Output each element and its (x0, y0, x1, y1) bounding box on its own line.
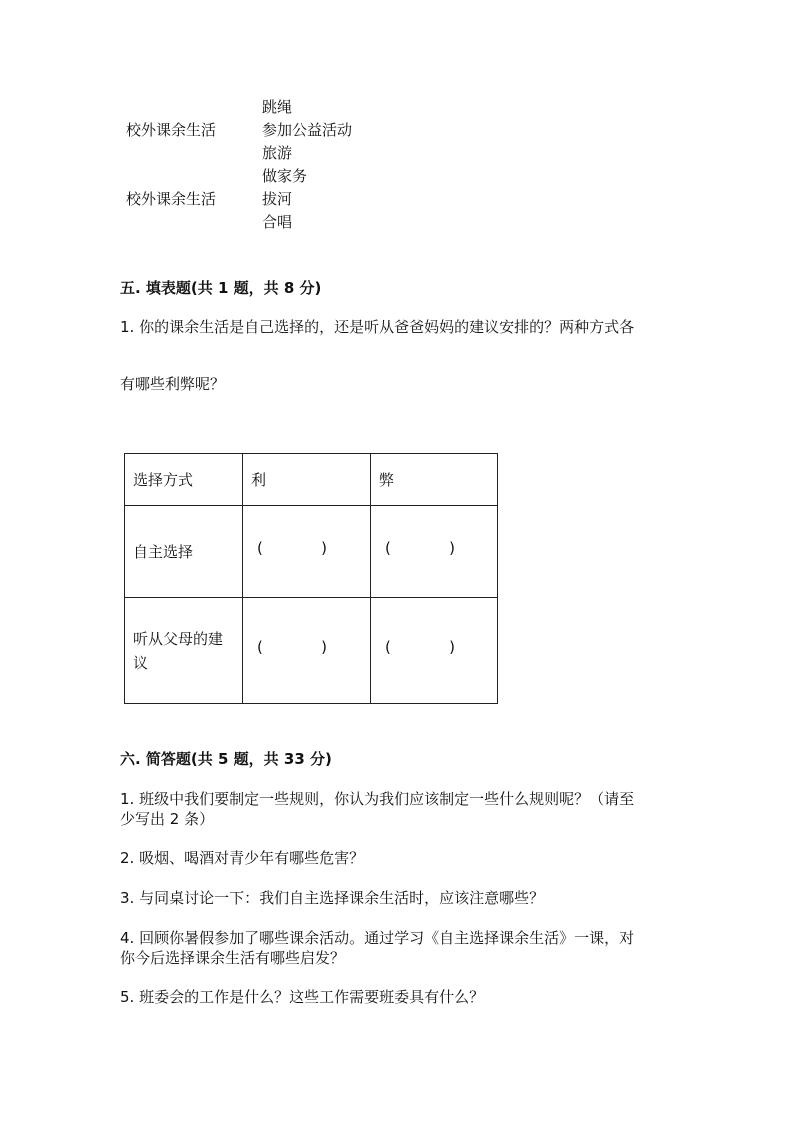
q1-line2: 少写出 2 条） (120, 810, 215, 828)
table-header-row (125, 454, 498, 506)
q5: 5. 班委会的工作是什么？这些工作需要班委具有什么？ (120, 988, 485, 1006)
q2: 2. 吸烟、喝酒对青少年有哪些危害？ (120, 849, 365, 867)
table-row (125, 506, 498, 598)
matching-right-3: 旅游 (262, 144, 293, 162)
q4-line2: 你今后选择课余生活有哪些启发？ (120, 949, 346, 967)
table-header-pro: 利 (243, 454, 371, 506)
section5-heading: 五. 填表题(共 1 题，共 8 分) (120, 279, 322, 297)
answer-cell-pro[interactable]: ( ) (243, 506, 371, 598)
section6-heading: 六. 简答题(共 5 题，共 33 分) (120, 750, 332, 768)
q4-line1: 4. 回顾你暑假参加了哪些课余活动。通过学习《自主选择课余生活》一课，对 (120, 929, 635, 947)
section5-question-line1: 1. 你的课余生活是自己选择的，还是听从爸爸妈妈的建议安排的？两种方式各 (120, 318, 635, 336)
table-row-label (125, 598, 243, 704)
table-row-label: 自主选择 (125, 506, 243, 598)
matching-left-2: 校外课余生活 (126, 190, 217, 208)
answer-cell-pro[interactable]: ( ) (243, 598, 371, 704)
answer-cell-con[interactable]: ( ) (371, 598, 498, 704)
matching-right-5: 拔河 (262, 190, 293, 208)
table-row-label-line1: 听从父母的建 (133, 629, 224, 648)
matching-right-6: 合唱 (262, 213, 293, 231)
answer-cell-con[interactable]: ( ) (371, 506, 498, 598)
q1-line1: 1. 班级中我们要制定一些规则，你认为我们应该制定一些什么规则呢？（请至 (120, 790, 635, 808)
q3: 3. 与同桌讨论一下：我们自主选择课余生活时，应该注意哪些？ (120, 889, 545, 907)
table-header-con: 弊 (371, 454, 498, 506)
fill-table (124, 453, 498, 704)
section5-question-line2: 有哪些利弊呢？ (120, 375, 226, 393)
table-header-method: 选择方式 (125, 454, 243, 506)
table-row (125, 598, 498, 704)
matching-right-4: 做家务 (262, 167, 308, 185)
matching-right-2: 参加公益活动 (262, 121, 353, 139)
matching-left-1: 校外课余生活 (126, 121, 217, 139)
table-row-label-line2: 议 (133, 653, 149, 672)
matching-right-1: 跳绳 (262, 98, 293, 116)
